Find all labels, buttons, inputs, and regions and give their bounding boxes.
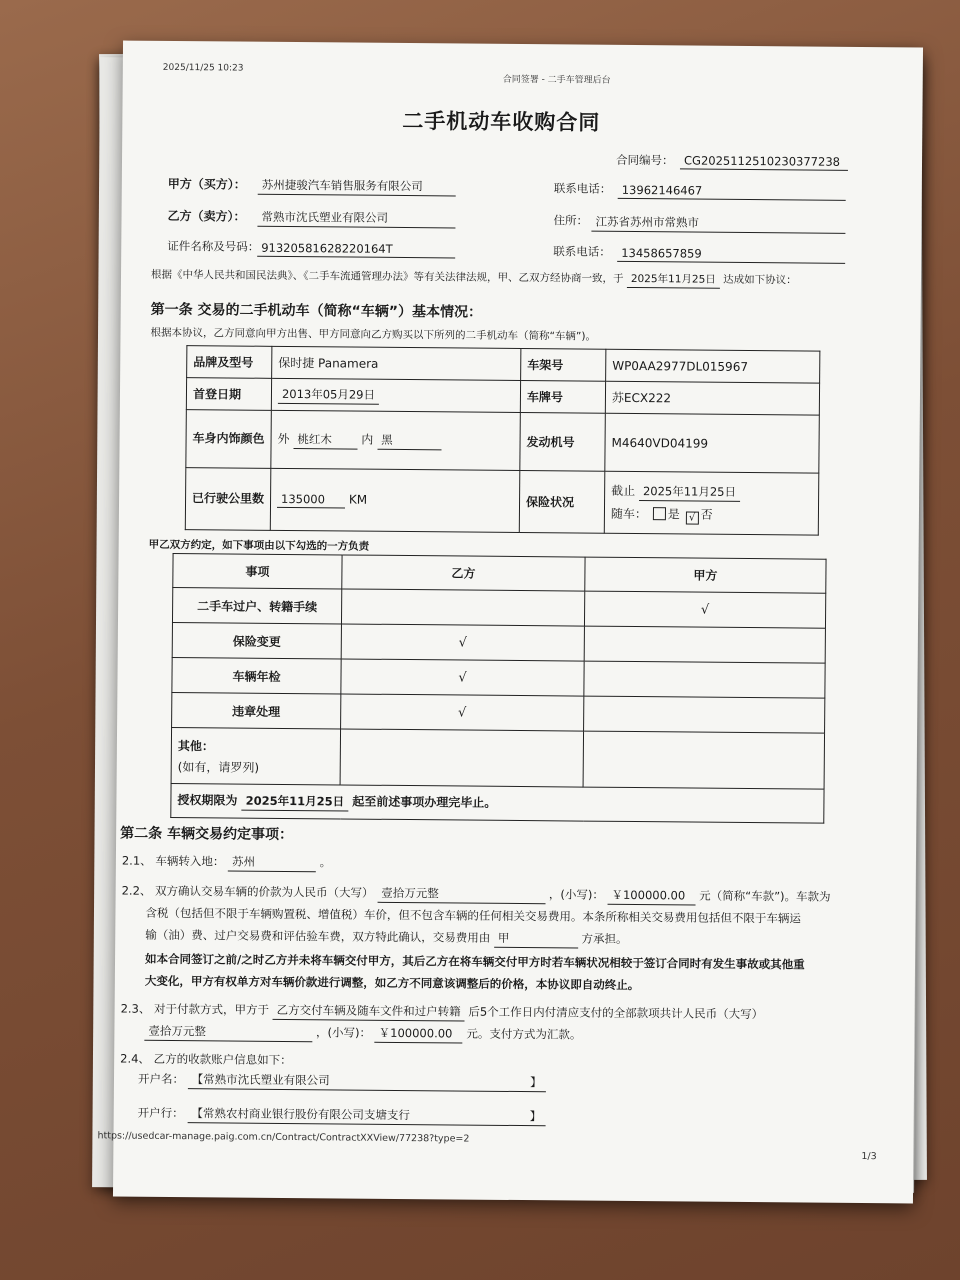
party-b-id-value: 91320581628220164T: [257, 241, 455, 259]
price-upper-value: 壹拾万元整: [377, 885, 545, 904]
clause-2-2-line2: 含税（包括但不限于车辆购置税、增值税）车价，但不包含车辆的任何相关交易费用。本条所称相关交易费用包括但不限于车辆运: [145, 905, 801, 926]
authorization-date: 2025年11月25日: [242, 793, 349, 812]
clause-2-3-text2: 后5个工作日内付清应支付的全部款项共计人民币（大写）: [468, 1004, 764, 1022]
duties-intro: 甲乙双方约定，如下事项由以下勾选的一方负责: [148, 538, 370, 553]
bracket-open: 【: [191, 1106, 203, 1121]
plate-label: 车牌号: [520, 381, 605, 414]
insurance-until-label: 截止: [611, 483, 636, 498]
duty-item: 二手车过户、转籍手续: [172, 587, 341, 623]
party-b-phone: [617, 242, 845, 264]
preamble-date: 2025年11月25日: [627, 271, 720, 289]
party-b-name: 常熟市沈氏塑业有限公司: [257, 209, 455, 229]
adjustment-clause-line1: 如本合同签订之前/之时乙方并未将车辆交付甲方，其后乙方在将车辆交付甲方时若车辆状况相较于签订合同时有发生事故或其他重: [144, 951, 805, 972]
plate-value: 苏ECX222: [605, 381, 819, 415]
reg-date-value: 2013年05月29日: [278, 385, 379, 404]
clause-2-1-end: 。: [319, 855, 332, 870]
clause-2-3-no: 2.3、: [120, 1001, 151, 1016]
clause-2-1-no: 2.1、: [121, 853, 152, 868]
duty-item: 车辆年检: [172, 657, 341, 693]
insurance-label: 保险状况: [519, 471, 605, 534]
clause-2-3-line2: [144, 1023, 581, 1045]
clause-2-3-line1: [121, 1001, 764, 1025]
party-b-id: [257, 237, 455, 259]
party-b-id-label: 证件名称及号码：: [167, 238, 260, 254]
duty-party-a-check: [584, 626, 825, 663]
duty-other-label: 其他：: [177, 738, 214, 753]
brand-label: 品牌及型号: [187, 346, 272, 379]
page-number: 1/3: [861, 1151, 877, 1163]
vin-label: 车架号: [521, 349, 606, 382]
clause-2-4: [120, 1051, 292, 1068]
clause-2-1-label: 车辆转入地：: [155, 853, 225, 869]
contract-number-value: CG2025112510230377238: [680, 153, 848, 170]
reg-date-label: 首登日期: [186, 378, 271, 411]
brand-value: 保时捷 Panamera: [272, 346, 521, 380]
print-page-title: 合同签署 - 二手车管理后台: [502, 74, 611, 86]
duty-other-note: (如有，请罗列): [177, 759, 260, 775]
reg-date: [271, 378, 520, 412]
clause-2-2-text2: 元（简称“车款”)。车款为: [699, 888, 831, 904]
mileage-label: 已行驶公里数: [185, 468, 271, 531]
preamble-end: 达成如下协议：: [723, 273, 797, 287]
account-name-value: 常熟市沈氏塑业有限公司: [203, 1072, 330, 1088]
duty-other-party-b: [340, 729, 583, 787]
with-car-label: 随车：: [610, 506, 648, 521]
bracket-close: 】: [529, 1109, 542, 1124]
mileage-cell: [270, 468, 520, 532]
payment-upper-value: 壹拾万元整: [144, 1023, 312, 1042]
bracket-close: 】: [530, 1075, 542, 1090]
clause-2-2-no: 2.2、: [121, 883, 152, 898]
authorization-period: [171, 783, 824, 823]
vin-value: WP0AA2977DL015967: [606, 349, 820, 383]
contract-page: [97, 41, 923, 1204]
authorization-label: 授权期限为: [177, 793, 238, 808]
party-a-phone-label: 联系电话：: [553, 181, 612, 196]
engine-value: M4640VD04199: [605, 413, 819, 473]
party-b-label: 乙方（卖方）：: [167, 208, 246, 224]
duties-header-party-a: 甲方: [585, 557, 826, 593]
duty-party-b-check: [341, 589, 584, 626]
clause-2-2-line3-text: 输（油）费、过户交易费和评估验车费，双方特此确认，交易费用由: [145, 927, 491, 945]
account-name-field: [188, 1071, 546, 1092]
contract-number: [680, 149, 848, 170]
account-name-row: [138, 1071, 546, 1093]
engine-label: 发动机号: [520, 413, 606, 472]
duty-item: 保险变更: [172, 622, 341, 658]
mileage-value: 135000: [277, 491, 345, 508]
insurance-until-date: 2025年11月25日: [639, 483, 740, 502]
duty-item: 违章处理: [172, 692, 341, 728]
print-url: https://usedcar-manage.paig.com.cn/Contract/ContractXXView/77238?type=2: [97, 1130, 470, 1145]
payment-condition-value: 乙方交付车辆及随车文件和过户转籍: [273, 1002, 465, 1022]
clause-2-3-small-label: ，(小写)：: [316, 1025, 372, 1040]
insurance-until: [611, 481, 812, 502]
color-exterior: 桃红木: [293, 431, 357, 450]
party-a: [258, 174, 456, 197]
no-label: 否: [700, 507, 713, 522]
price-amount-value: ￥100000.00: [607, 887, 695, 906]
color-interior-label: 内: [361, 432, 374, 447]
yes-checkbox[interactable]: [653, 507, 666, 520]
bracket-open: 【: [191, 1072, 204, 1087]
bank-row: [138, 1105, 546, 1127]
contract-number-label: 合同编号：: [615, 152, 674, 168]
party-b-phone-value: 13458657859: [617, 246, 845, 264]
clause-2-2-text: 双方确认交易车辆的价款为人民币（大写）: [155, 883, 374, 900]
clause-2-4-no: 2.4、: [120, 1051, 151, 1066]
color-cell: [271, 410, 520, 470]
duty-party-b-check: √: [341, 694, 584, 731]
no-checkbox[interactable]: √: [686, 511, 699, 524]
duty-party-b-check: √: [341, 659, 584, 696]
party-b-address-value: 江苏省苏州市常熟市: [591, 214, 845, 234]
fee-party-value: 甲: [494, 930, 578, 949]
duties-header-item: 事项: [173, 553, 342, 588]
duty-other-cell: [171, 727, 340, 784]
duties-header-party-b: 乙方: [342, 555, 585, 591]
print-datetime: 2025/11/25 10:23: [162, 62, 244, 74]
bank-field: [187, 1105, 545, 1126]
article2-title: 第二条 车辆交易约定事项：: [120, 825, 294, 844]
payment-amount-value: ￥100000.00: [375, 1025, 463, 1044]
yes-label: 是: [667, 506, 680, 521]
color-interior: 黑: [377, 432, 441, 451]
article1-title: 第一条 交易的二手机动车（简称“车辆”）基本情况：: [150, 301, 483, 321]
party-b-address: [591, 211, 845, 234]
preamble: [151, 267, 797, 290]
vehicle-info-table: [185, 345, 821, 536]
color-label: 车身内饰颜色: [186, 410, 272, 469]
duties-table: [170, 553, 826, 824]
clause-2-4-title: 乙方的收款账户信息如下：: [153, 1051, 292, 1068]
party-a-label: 甲方（买方）：: [167, 176, 246, 192]
clause-2-1: [122, 853, 331, 873]
adjustment-clause-line2: 大变化，甲方有权单方对车辆价款进行调整，如乙方不同意该调整后的价格，本协议即自动终止。: [144, 973, 640, 993]
party-a-name: 苏州捷骏汽车销售服务有限公司: [258, 177, 456, 197]
party-a-phone: [618, 179, 846, 201]
clause-2-2-line3-end: 方承担。: [581, 931, 628, 946]
party-b-phone-label: 联系电话：: [553, 244, 611, 259]
with-car-options: [611, 504, 812, 525]
clause-2-2-line3: [145, 927, 627, 949]
authorization-end: 起至前述事项办理完毕止。: [352, 794, 497, 810]
clause-2-3-text: 对于付款方式，甲方于: [154, 1001, 270, 1017]
color-exterior-label: 外: [277, 431, 290, 446]
bank-value: 常熟农村商业银行股份有限公司支塘支行: [202, 1106, 410, 1123]
party-b: [257, 206, 455, 229]
clause-2-3-end: 元。支付方式为汇款。: [466, 1026, 582, 1042]
party-b-address-label: 住所：: [553, 213, 589, 228]
insurance-cell: [604, 471, 819, 535]
account-name-label: 开户名：: [137, 1071, 185, 1087]
preamble-text: 根据《中华人民共和国民法典》、《二手车流通管理办法》等有关法律法规，甲、乙双方经协商一致，于: [150, 268, 624, 285]
duty-party-a-check: [584, 661, 825, 698]
duty-other-party-a: [583, 731, 824, 789]
duty-party-a-check: [584, 696, 825, 733]
party-a-phone-value: 13962146467: [618, 183, 846, 201]
mileage-unit: KM: [348, 492, 368, 507]
duty-party-a-check: √: [584, 591, 825, 628]
document-title: 二手机动车收购合同: [402, 108, 601, 135]
destination-value: 苏州: [228, 853, 316, 872]
article1-intro: 根据本协议，乙方同意向甲方出售、甲方同意向乙方购买以下所列的二手机动车（简称“车辆”)。: [150, 326, 597, 343]
clause-2-2-line1: [122, 883, 831, 907]
duty-party-b-check: √: [341, 624, 584, 661]
clause-2-2-small-label: ，(小写)：: [548, 887, 604, 902]
bank-label: 开户行：: [137, 1105, 184, 1121]
